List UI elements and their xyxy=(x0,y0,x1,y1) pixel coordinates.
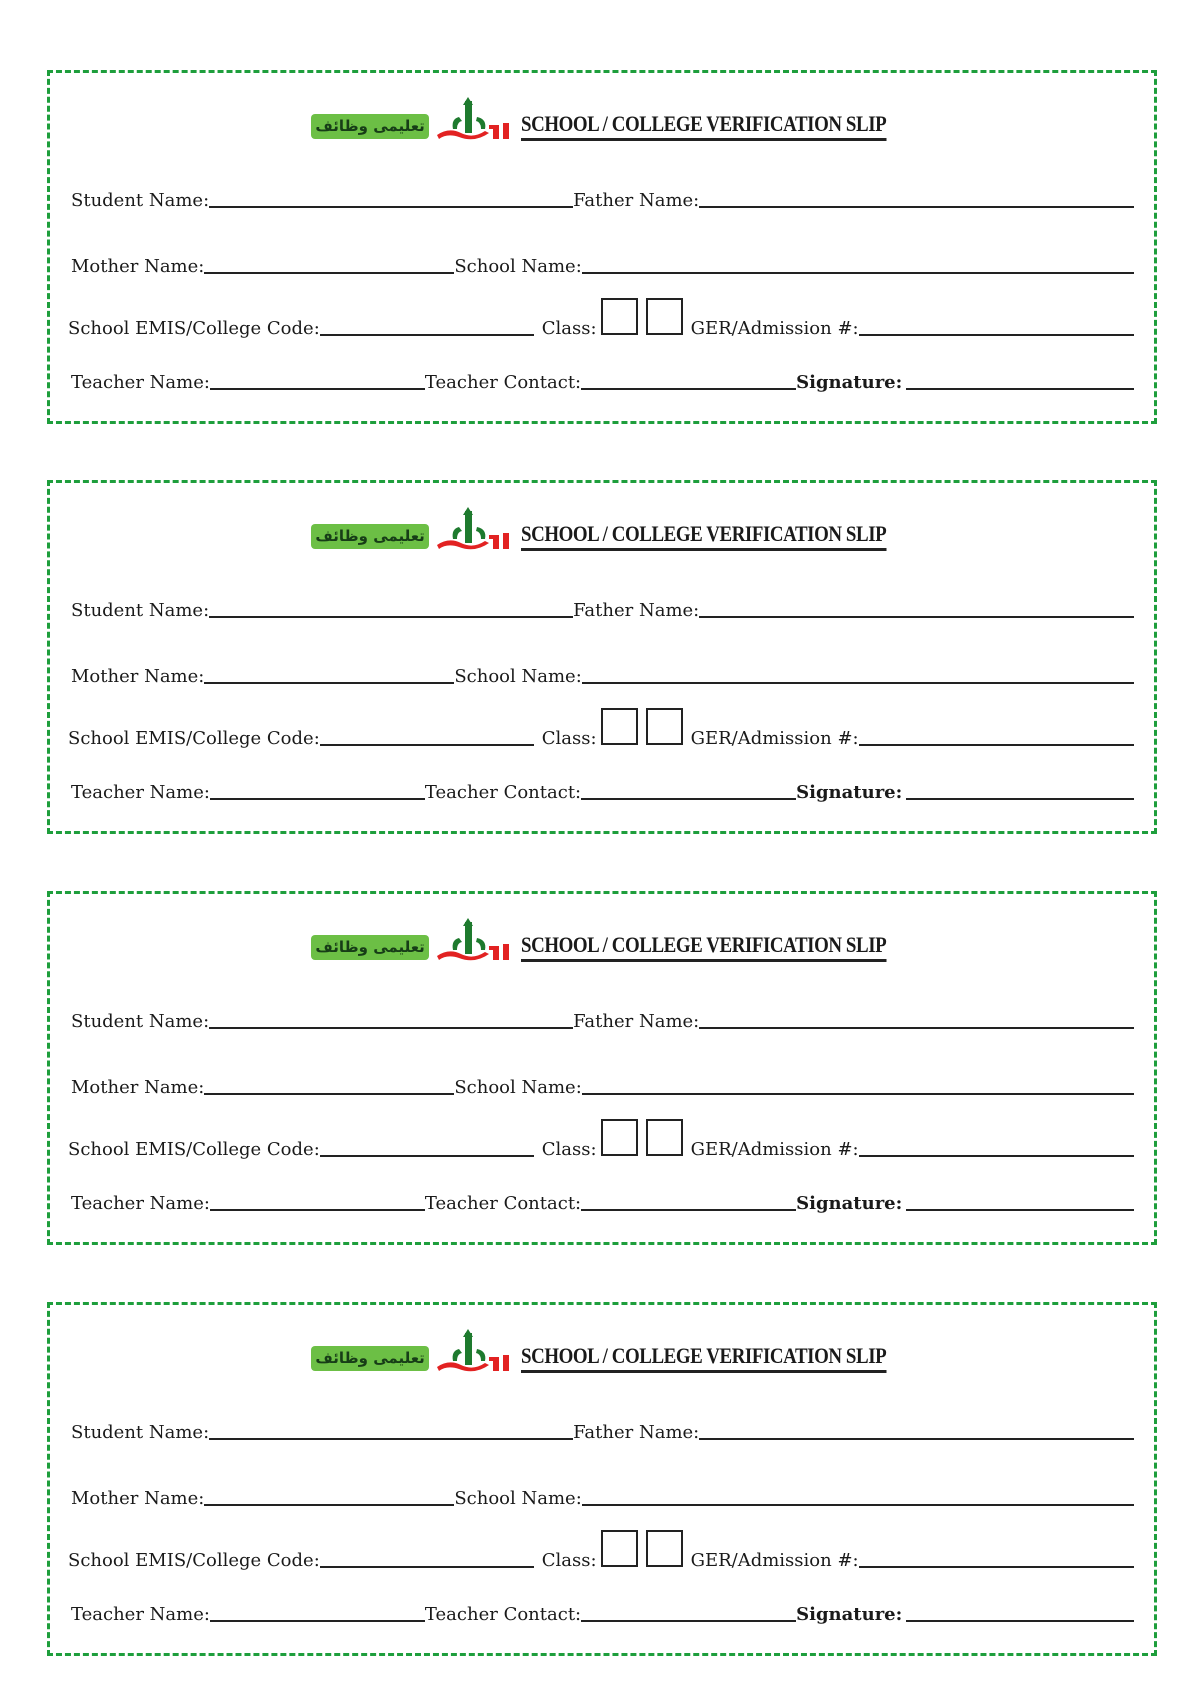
row-names xyxy=(71,175,1134,211)
father-name-field[interactable] xyxy=(699,206,1134,208)
mother-name-label: Mother Name: xyxy=(71,666,205,687)
slip-title: SCHOOL / COLLEGE VERIFICATION SLIP xyxy=(521,932,886,962)
row-names xyxy=(71,996,1134,1032)
emis-field[interactable] xyxy=(320,1566,534,1568)
teacher-name-field[interactable] xyxy=(210,388,425,390)
student-name-field[interactable] xyxy=(209,1438,573,1440)
emis-label: School EMIS/College Code: xyxy=(68,1550,320,1571)
mother-name-field[interactable] xyxy=(204,272,454,274)
ger-field[interactable] xyxy=(859,334,1134,336)
teacher-contact-label: Teacher Contact: xyxy=(424,782,582,803)
school-name-field[interactable] xyxy=(582,1093,1134,1095)
ger-label: GER/Admission #: xyxy=(690,1139,859,1160)
logo-pill-text: تعلیمی وظائف xyxy=(311,114,428,139)
student-name-field[interactable] xyxy=(209,616,573,618)
slip-header xyxy=(50,920,1154,964)
school-name-field[interactable] xyxy=(582,1504,1134,1506)
verification-slip-2 xyxy=(47,480,1157,834)
ger-label: GER/Admission #: xyxy=(690,728,859,749)
verification-slip-4 xyxy=(47,1302,1157,1656)
mother-name-field[interactable] xyxy=(204,1504,454,1506)
slip-title: SCHOOL / COLLEGE VERIFICATION SLIP xyxy=(521,521,886,551)
row-mother-school xyxy=(71,1473,1134,1509)
ger-label: GER/Admission #: xyxy=(690,1550,859,1571)
class-label: Class: xyxy=(541,1550,597,1571)
ehsaas-logo xyxy=(311,918,514,964)
logo-pill-text: تعلیمی وظائف xyxy=(311,935,428,960)
mother-name-field[interactable] xyxy=(204,1093,454,1095)
row-emis-class xyxy=(68,1535,1134,1571)
teacher-contact-field[interactable] xyxy=(581,1209,796,1211)
father-name-label: Father Name: xyxy=(573,600,700,621)
ehsaas-logo xyxy=(311,97,514,143)
mother-name-label: Mother Name: xyxy=(71,1077,205,1098)
emis-label: School EMIS/College Code: xyxy=(68,318,320,339)
teacher-contact-field[interactable] xyxy=(581,1620,796,1622)
slip-header xyxy=(50,509,1154,553)
row-teacher xyxy=(71,1178,1134,1214)
school-name-label: School Name: xyxy=(454,1488,582,1509)
logo-pill-text: تعلیمی وظائف xyxy=(311,524,428,549)
row-teacher xyxy=(71,1589,1134,1625)
row-emis-class xyxy=(68,713,1134,749)
signature-field[interactable] xyxy=(906,1620,1134,1622)
verification-slip-3 xyxy=(47,891,1157,1245)
emis-field[interactable] xyxy=(320,334,534,336)
class-box-2[interactable] xyxy=(646,708,683,745)
teacher-name-label: Teacher Name: xyxy=(71,372,210,393)
ger-field[interactable] xyxy=(859,1566,1134,1568)
class-label: Class: xyxy=(541,728,597,749)
teacher-name-field[interactable] xyxy=(210,1620,425,1622)
teacher-contact-label: Teacher Contact: xyxy=(424,1604,582,1625)
signature-field[interactable] xyxy=(906,798,1134,800)
signature-label: Signature: xyxy=(796,782,903,803)
mother-name-label: Mother Name: xyxy=(71,256,205,277)
father-name-label: Father Name: xyxy=(573,1422,700,1443)
father-name-label: Father Name: xyxy=(573,1011,700,1032)
verification-slip-1 xyxy=(47,70,1157,424)
row-emis-class xyxy=(68,1124,1134,1160)
school-name-label: School Name: xyxy=(454,1077,582,1098)
class-box-2[interactable] xyxy=(646,1119,683,1156)
school-name-label: School Name: xyxy=(454,256,582,277)
slip-title: SCHOOL / COLLEGE VERIFICATION SLIP xyxy=(521,1343,886,1373)
ger-field[interactable] xyxy=(859,1155,1134,1157)
class-box-2[interactable] xyxy=(646,298,683,335)
ehsaas-logo-mark xyxy=(429,1329,515,1375)
teacher-contact-label: Teacher Contact: xyxy=(424,372,582,393)
school-name-field[interactable] xyxy=(582,272,1134,274)
teacher-contact-field[interactable] xyxy=(581,798,796,800)
student-name-label: Student Name: xyxy=(71,1422,210,1443)
signature-label: Signature: xyxy=(796,372,903,393)
father-name-field[interactable] xyxy=(699,1027,1134,1029)
student-name-field[interactable] xyxy=(209,206,573,208)
teacher-name-label: Teacher Name: xyxy=(71,1604,210,1625)
row-mother-school xyxy=(71,651,1134,687)
emis-field[interactable] xyxy=(320,744,534,746)
mother-name-field[interactable] xyxy=(204,682,454,684)
logo-pill-text: تعلیمی وظائف xyxy=(311,1346,428,1371)
class-label: Class: xyxy=(541,318,597,339)
row-teacher xyxy=(71,357,1134,393)
slip-header xyxy=(50,99,1154,143)
signature-label: Signature: xyxy=(796,1193,903,1214)
ehsaas-logo xyxy=(311,1329,514,1375)
school-name-field[interactable] xyxy=(582,682,1134,684)
signature-field[interactable] xyxy=(906,1209,1134,1211)
signature-field[interactable] xyxy=(906,388,1134,390)
ehsaas-logo-mark xyxy=(429,507,515,553)
student-name-label: Student Name: xyxy=(71,1011,210,1032)
teacher-name-label: Teacher Name: xyxy=(71,782,210,803)
class-box-1[interactable] xyxy=(601,298,638,335)
class-box-2[interactable] xyxy=(646,1530,683,1567)
row-mother-school xyxy=(71,1062,1134,1098)
student-name-field[interactable] xyxy=(209,1027,573,1029)
father-name-field[interactable] xyxy=(699,1438,1134,1440)
teacher-name-field[interactable] xyxy=(210,798,425,800)
class-label: Class: xyxy=(541,1139,597,1160)
slip-header xyxy=(50,1331,1154,1375)
row-emis-class xyxy=(68,303,1134,339)
ehsaas-logo-mark xyxy=(429,918,515,964)
ehsaas-logo xyxy=(311,507,514,553)
emis-field[interactable] xyxy=(320,1155,534,1157)
teacher-name-field[interactable] xyxy=(210,1209,425,1211)
row-names xyxy=(71,1407,1134,1443)
emis-label: School EMIS/College Code: xyxy=(68,728,320,749)
father-name-label: Father Name: xyxy=(573,190,700,211)
teacher-contact-field[interactable] xyxy=(581,388,796,390)
emis-label: School EMIS/College Code: xyxy=(68,1139,320,1160)
school-name-label: School Name: xyxy=(454,666,582,687)
teacher-contact-label: Teacher Contact: xyxy=(424,1193,582,1214)
teacher-name-label: Teacher Name: xyxy=(71,1193,210,1214)
class-box-1[interactable] xyxy=(601,1119,638,1156)
ger-field[interactable] xyxy=(859,744,1134,746)
class-box-1[interactable] xyxy=(601,708,638,745)
row-teacher xyxy=(71,767,1134,803)
class-box-1[interactable] xyxy=(601,1530,638,1567)
slip-title: SCHOOL / COLLEGE VERIFICATION SLIP xyxy=(521,111,886,141)
mother-name-label: Mother Name: xyxy=(71,1488,205,1509)
signature-label: Signature: xyxy=(796,1604,903,1625)
ger-label: GER/Admission #: xyxy=(690,318,859,339)
father-name-field[interactable] xyxy=(699,616,1134,618)
row-mother-school xyxy=(71,241,1134,277)
row-names xyxy=(71,585,1134,621)
student-name-label: Student Name: xyxy=(71,190,210,211)
student-name-label: Student Name: xyxy=(71,600,210,621)
ehsaas-logo-mark xyxy=(429,97,515,143)
